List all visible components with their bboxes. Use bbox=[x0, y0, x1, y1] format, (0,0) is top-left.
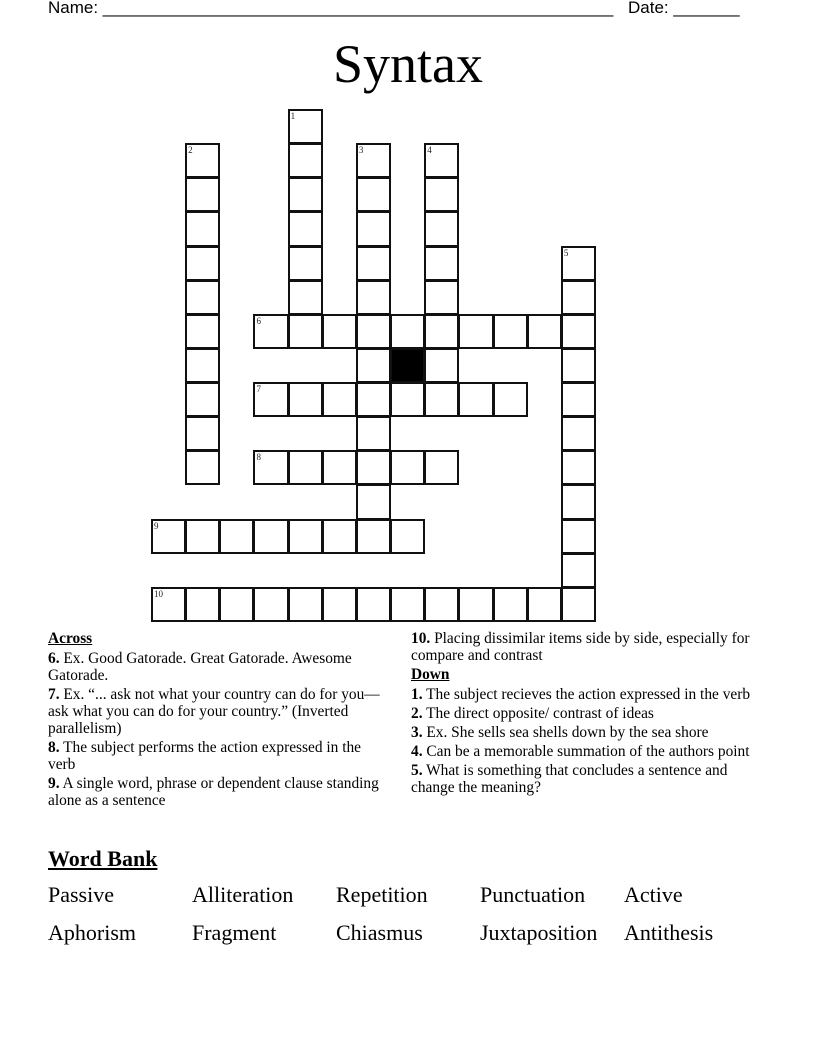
clues-column-right bbox=[411, 630, 756, 798]
crossword-cell[interactable] bbox=[561, 382, 596, 417]
crossword-cell[interactable] bbox=[356, 416, 391, 451]
word-bank-word: Alliteration bbox=[192, 882, 294, 907]
crossword-cell[interactable] bbox=[356, 519, 391, 554]
clue-number-label: 4 bbox=[427, 145, 432, 156]
crossword-cell[interactable] bbox=[185, 246, 220, 281]
crossword-cell[interactable] bbox=[390, 450, 425, 485]
crossword-cell[interactable] bbox=[288, 382, 323, 417]
down-clue-4 bbox=[411, 743, 756, 760]
clue-number: 8. bbox=[48, 739, 60, 756]
crossword-cell[interactable] bbox=[253, 382, 288, 417]
crossword-cell[interactable] bbox=[322, 450, 357, 485]
crossword-cell[interactable] bbox=[288, 109, 323, 144]
crossword-cell[interactable] bbox=[561, 280, 596, 315]
crossword-cell[interactable] bbox=[356, 484, 391, 519]
crossword-cell[interactable] bbox=[185, 211, 220, 246]
crossword-cell[interactable] bbox=[288, 587, 323, 622]
word-bank-row bbox=[48, 920, 768, 958]
across-clue-8 bbox=[48, 739, 388, 773]
crossword-cell[interactable] bbox=[424, 211, 459, 246]
crossword-cell[interactable] bbox=[493, 314, 528, 349]
clue-number-label: 8 bbox=[256, 452, 261, 463]
crossword-cell[interactable] bbox=[527, 314, 562, 349]
clue-number-label: 5 bbox=[563, 247, 569, 258]
crossword-cell[interactable] bbox=[356, 348, 391, 383]
crossword-cell[interactable] bbox=[493, 587, 528, 622]
crossword-cell[interactable] bbox=[288, 314, 323, 349]
clue-text: Placing dissimilar items side by side, especially for compare and contrast bbox=[411, 630, 750, 664]
word-bank-word: Antithesis bbox=[624, 920, 714, 945]
clue-text: Ex. “... ask not what your country can do for you—ask what you can do for your country.” (Inverted parallelism) bbox=[48, 686, 380, 737]
clue-text: What is something that concludes a sentence and change the meaning? bbox=[411, 762, 728, 796]
crossword-cell[interactable] bbox=[185, 450, 220, 485]
crossword-cell[interactable] bbox=[561, 246, 596, 281]
down-clue-2 bbox=[411, 705, 756, 722]
crossword-cell[interactable] bbox=[219, 519, 254, 554]
crossword-cell[interactable] bbox=[253, 450, 288, 485]
clue-text: Can be a memorable summation of the authors point bbox=[422, 743, 750, 760]
crossword-cell[interactable] bbox=[356, 587, 391, 622]
crossword-cell[interactable] bbox=[356, 382, 391, 417]
crossword-cell[interactable] bbox=[527, 587, 562, 622]
crossword-cell[interactable] bbox=[390, 519, 425, 554]
crossword-cell[interactable] bbox=[356, 211, 391, 246]
crossword-cell[interactable] bbox=[185, 382, 220, 417]
across-heading: Across bbox=[48, 630, 93, 647]
clue-number-label: 10 bbox=[154, 588, 163, 599]
crossword-cell[interactable] bbox=[322, 314, 357, 349]
crossword-cell[interactable] bbox=[561, 450, 596, 485]
crossword-cell[interactable] bbox=[424, 382, 459, 417]
word-bank-word: Fragment bbox=[192, 920, 277, 945]
crossword-cell[interactable] bbox=[185, 143, 220, 178]
clue-number: 7. bbox=[48, 686, 60, 703]
clue-number-label: 7 bbox=[256, 384, 261, 395]
clue-number: 9. bbox=[48, 775, 60, 792]
clue-text: Ex. She sells sea shells down by the sea shore bbox=[422, 724, 709, 741]
crossword-cell[interactable] bbox=[561, 484, 596, 519]
crossword-cell[interactable] bbox=[185, 280, 220, 315]
crossword-cell[interactable] bbox=[390, 314, 425, 349]
crossword-cell[interactable] bbox=[561, 519, 596, 554]
crossword-cell[interactable] bbox=[424, 246, 459, 281]
word-bank-word: Repetition bbox=[336, 882, 428, 907]
crossword-cell[interactable] bbox=[458, 314, 493, 349]
crossword-cell[interactable] bbox=[288, 246, 323, 281]
crossword-cell[interactable] bbox=[288, 177, 323, 212]
crossword-cell[interactable] bbox=[185, 587, 220, 622]
clue-number-label: 1 bbox=[290, 111, 296, 121]
crossword-cell[interactable] bbox=[253, 519, 288, 554]
worksheet-header bbox=[48, 0, 748, 18]
clue-number: 6. bbox=[48, 650, 60, 667]
word-bank-word: Aphorism bbox=[48, 920, 136, 945]
page-title: Syntax bbox=[332, 34, 483, 94]
crossword-cell[interactable] bbox=[390, 382, 425, 417]
clue-number: 1. bbox=[411, 686, 423, 703]
crossword-cell[interactable] bbox=[253, 587, 288, 622]
crossword-cell[interactable] bbox=[288, 450, 323, 485]
crossword-cell[interactable] bbox=[185, 177, 220, 212]
crossword-cell[interactable] bbox=[288, 519, 323, 554]
crossword-cell[interactable] bbox=[185, 416, 220, 451]
crossword-cell[interactable] bbox=[424, 177, 459, 212]
crossword-cell[interactable] bbox=[561, 314, 596, 349]
clue-number: 3. bbox=[411, 724, 423, 741]
crossword-cell[interactable] bbox=[219, 587, 254, 622]
clue-text: The subject recieves the action expressed in the verb bbox=[422, 686, 751, 703]
clue-number: 10. bbox=[411, 630, 431, 647]
word-bank-word: Juxtaposition bbox=[480, 920, 598, 945]
crossword-cell[interactable] bbox=[288, 143, 323, 178]
across-clue-7 bbox=[48, 686, 388, 737]
crossword-cell[interactable] bbox=[356, 280, 391, 315]
word-bank-word: Chiasmus bbox=[336, 920, 423, 945]
crossword-cell[interactable] bbox=[322, 519, 357, 554]
crossword-cell[interactable] bbox=[424, 450, 459, 485]
crossword-cell[interactable] bbox=[288, 280, 323, 315]
down-clue-1 bbox=[411, 686, 756, 703]
crossword-cell[interactable] bbox=[356, 246, 391, 281]
crossword-cell[interactable] bbox=[561, 348, 596, 383]
word-bank bbox=[48, 882, 768, 958]
crossword-cell[interactable] bbox=[561, 416, 596, 451]
word-bank-heading: Word Bank bbox=[48, 846, 158, 871]
clue-number-label: 9 bbox=[154, 520, 159, 531]
clue-text: The direct opposite/ contrast of ideas bbox=[422, 705, 654, 722]
crossword-cell[interactable] bbox=[424, 314, 459, 349]
date-field-label: Date: _______ bbox=[628, 0, 740, 17]
crossword-cell[interactable] bbox=[185, 519, 220, 554]
crossword-cell[interactable] bbox=[356, 177, 391, 212]
clue-text: The subject performs the action expressed in the verb bbox=[48, 739, 361, 773]
crossword-cell[interactable] bbox=[561, 553, 596, 588]
clue-number: 5. bbox=[411, 762, 423, 779]
crossword-cell[interactable] bbox=[288, 211, 323, 246]
crossword-black-cell bbox=[390, 348, 425, 383]
crossword-cell[interactable] bbox=[424, 143, 459, 178]
crossword-cell[interactable] bbox=[185, 314, 220, 349]
crossword-cell[interactable] bbox=[424, 587, 459, 622]
clue-number: 2. bbox=[411, 705, 423, 722]
across-clue-6 bbox=[48, 650, 388, 684]
name-field-label: Name: ______________________________________________________ bbox=[48, 0, 614, 17]
word-bank-word: Punctuation bbox=[480, 882, 586, 907]
crossword-cell[interactable] bbox=[322, 382, 357, 417]
crossword-cell[interactable] bbox=[356, 314, 391, 349]
crossword-cell[interactable] bbox=[185, 348, 220, 383]
across-clue-10 bbox=[411, 630, 756, 664]
down-clue-5 bbox=[411, 762, 756, 796]
crossword-cell[interactable] bbox=[390, 587, 425, 622]
clue-number-label: 3 bbox=[358, 145, 364, 156]
clue-text: A single word, phrase or dependent clause standing alone as a sentence bbox=[48, 775, 379, 809]
crossword-cell[interactable] bbox=[253, 314, 288, 349]
clue-text: Ex. Good Gatorade. Great Gatorade. Awesome Gatorade. bbox=[48, 650, 352, 684]
word-bank-row bbox=[48, 882, 768, 920]
down-clue-3 bbox=[411, 724, 756, 741]
clues-column-left bbox=[48, 630, 388, 811]
crossword-cell[interactable] bbox=[356, 143, 391, 178]
crossword-cell[interactable] bbox=[493, 382, 528, 417]
crossword-cell[interactable] bbox=[151, 519, 186, 554]
crossword-cell[interactable] bbox=[151, 587, 186, 622]
crossword-cell[interactable] bbox=[356, 450, 391, 485]
word-bank-word: Passive bbox=[48, 882, 114, 907]
crossword-cell[interactable] bbox=[322, 587, 357, 622]
crossword-cell[interactable] bbox=[424, 280, 459, 315]
clue-number-label: 6 bbox=[256, 315, 261, 326]
clue-number: 4. bbox=[411, 743, 423, 760]
crossword-cell[interactable] bbox=[424, 348, 459, 383]
crossword-cell[interactable] bbox=[561, 587, 596, 622]
word-bank-word: Active bbox=[624, 882, 683, 907]
crossword-grid bbox=[152, 110, 596, 622]
crossword-cell[interactable] bbox=[458, 587, 493, 622]
crossword-cell[interactable] bbox=[458, 382, 493, 417]
across-clue-9 bbox=[48, 775, 388, 809]
clue-number-label: 2 bbox=[188, 145, 193, 156]
down-heading: Down bbox=[411, 666, 450, 683]
